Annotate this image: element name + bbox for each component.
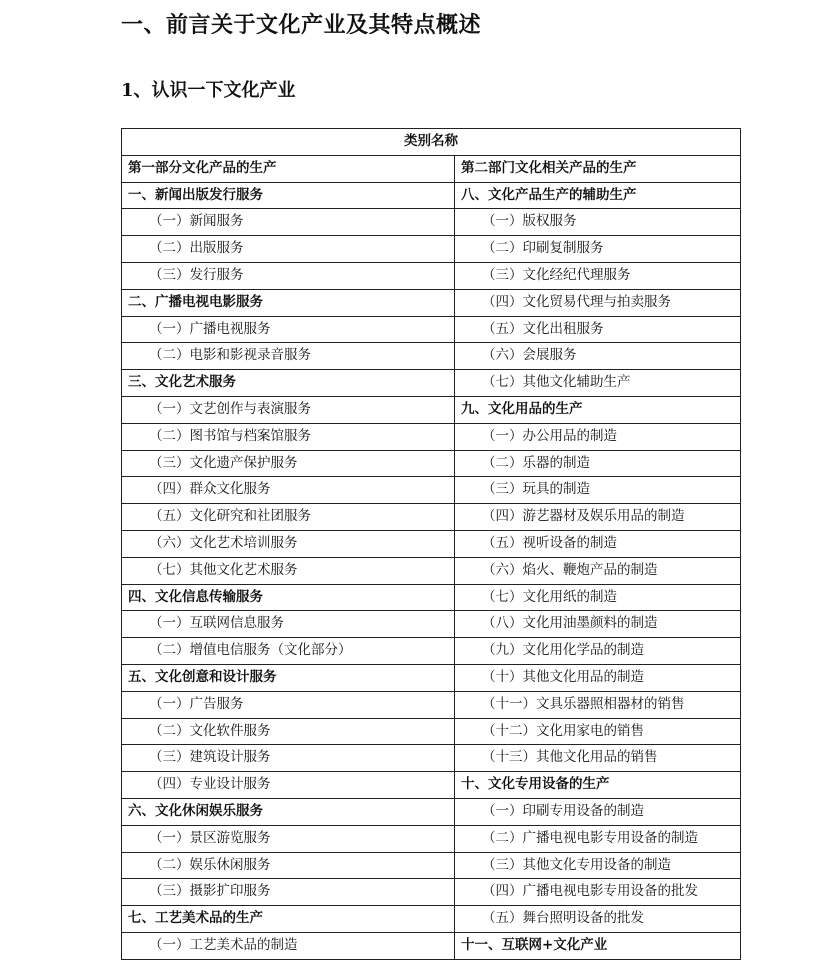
category-cell-part2: （四）广播电视电影专用设备的批发 [455,879,741,906]
category-cell-part2: （三）其他文化专用设备的制造 [455,852,741,879]
category-cell-part2: （一）版权服务 [455,209,741,236]
category-cell-part2: （十）其他文化用品的制造 [455,664,741,691]
category-cell-part2: （一）印刷专用设备的制造 [455,798,741,825]
category-cell-part1: 六、文化休闲娱乐服务 [122,798,455,825]
category-cell-part1: （一）景区游览服务 [122,825,455,852]
category-cell-part2: （九）文化用化学品的制造 [455,638,741,665]
category-cell-part1: 七、工艺美术品的生产 [122,906,455,933]
category-cell-part1: （一）文艺创作与表演服务 [122,396,455,423]
category-cell-part2: 九、文化用品的生产 [455,396,741,423]
table-row [122,611,741,638]
category-cell-part1: 一、新闻出版发行服务 [122,182,455,209]
category-cell-part2: （五）视听设备的制造 [455,530,741,557]
category-cell-part1: （二）出版服务 [122,236,455,263]
category-cell-part1: （一）工艺美术品的制造 [122,932,455,959]
table-row [122,530,741,557]
table-row [122,852,741,879]
category-cell-part1: 三、文化艺术服务 [122,370,455,397]
table-row [122,262,741,289]
category-cell-part2: （四）游艺器材及娱乐用品的制造 [455,504,741,531]
table-row [122,798,741,825]
category-cell-part2: 八、文化产品生产的辅助生产 [455,182,741,209]
table-row [122,343,741,370]
category-cell-part1: 四、文化信息传输服务 [122,584,455,611]
table-body [122,155,741,959]
table-row [122,557,741,584]
category-cell-part2: 第二部门文化相关产品的生产 [455,155,741,182]
table-row [122,906,741,933]
category-cell-part2: （四）文化贸易代理与拍卖服务 [455,289,741,316]
category-cell-part1: （一）新闻服务 [122,209,455,236]
category-cell-part1: （三）摄影扩印服务 [122,879,455,906]
table-row [122,182,741,209]
category-cell-part1: （四）群众文化服务 [122,477,455,504]
table-row [122,584,741,611]
category-cell-part2: （一）办公用品的制造 [455,423,741,450]
category-cell-part2: （五）舞台照明设备的批发 [455,906,741,933]
table-row [122,879,741,906]
category-cell-part2: （十三）其他文化用品的销售 [455,745,741,772]
category-cell-part2: （八）文化用油墨颜料的制造 [455,611,741,638]
table-row [122,396,741,423]
page-heading: 一、前言关于文化产业及其特点概述 [121,12,482,38]
category-cell-part2: （七）文化用纸的制造 [455,584,741,611]
table-row [122,638,741,665]
category-cell-part2: 十一、互联网+文化产业 [455,932,741,959]
table-row [122,718,741,745]
table-row [122,236,741,263]
category-cell-part1: （三）文化遗产保护服务 [122,450,455,477]
category-table [121,128,741,960]
table-row [122,477,741,504]
table-row [122,932,741,959]
category-cell-part2: （二）广播电视电影专用设备的制造 [455,825,741,852]
category-cell-part1: （三）建筑设计服务 [122,745,455,772]
category-cell-part1: （三）发行服务 [122,262,455,289]
category-cell-part1: （二）娱乐休闲服务 [122,852,455,879]
table-row [122,772,741,799]
category-cell-part2: （六）会展服务 [455,343,741,370]
table-row [122,664,741,691]
category-cell-part1: （五）文化研究和社团服务 [122,504,455,531]
category-cell-part1: 第一部分文化产品的生产 [122,155,455,182]
category-cell-part1: （一）广播电视服务 [122,316,455,343]
category-cell-part1: （四）专业设计服务 [122,772,455,799]
category-cell-part1: （一）互联网信息服务 [122,611,455,638]
category-cell-part1: （七）其他文化艺术服务 [122,557,455,584]
table-row [122,155,741,182]
table-row [122,316,741,343]
category-cell-part2: （十一）文具乐器照相器材的销售 [455,691,741,718]
table-row [122,504,741,531]
table-row [122,691,741,718]
category-cell-part1: 五、文化创意和设计服务 [122,664,455,691]
category-cell-part2: （三）玩具的制造 [455,477,741,504]
category-cell-part1: （二）电影和影视录音服务 [122,343,455,370]
category-cell-part2: 十、文化专用设备的生产 [455,772,741,799]
table-row [122,370,741,397]
table-row [122,450,741,477]
category-cell-part2: （六）焰火、鞭炮产品的制造 [455,557,741,584]
category-cell-part1: （六）文化艺术培训服务 [122,530,455,557]
table-row [122,745,741,772]
table-row [122,289,741,316]
section-subheading: 1、认识一下文化产业 [121,80,296,101]
table-row [122,209,741,236]
category-cell-part2: （二）乐器的制造 [455,450,741,477]
category-cell-part1: （一）广告服务 [122,691,455,718]
category-cell-part1: （二）文化软件服务 [122,718,455,745]
category-cell-part2: （二）印刷复制服务 [455,236,741,263]
category-cell-part2: （五）文化出租服务 [455,316,741,343]
category-cell-part2: （三）文化经纪代理服务 [455,262,741,289]
category-cell-part1: 二、广播电视电影服务 [122,289,455,316]
table-row [122,825,741,852]
category-cell-part2: （七）其他文化辅助生产 [455,370,741,397]
category-cell-part1: （二）增值电信服务（文化部分） [122,638,455,665]
table-title-row [122,129,741,156]
table-row [122,423,741,450]
category-cell-part1: （二）图书馆与档案馆服务 [122,423,455,450]
category-cell-part2: （十二）文化用家电的销售 [455,718,741,745]
table-title: 类别名称 [122,129,741,156]
